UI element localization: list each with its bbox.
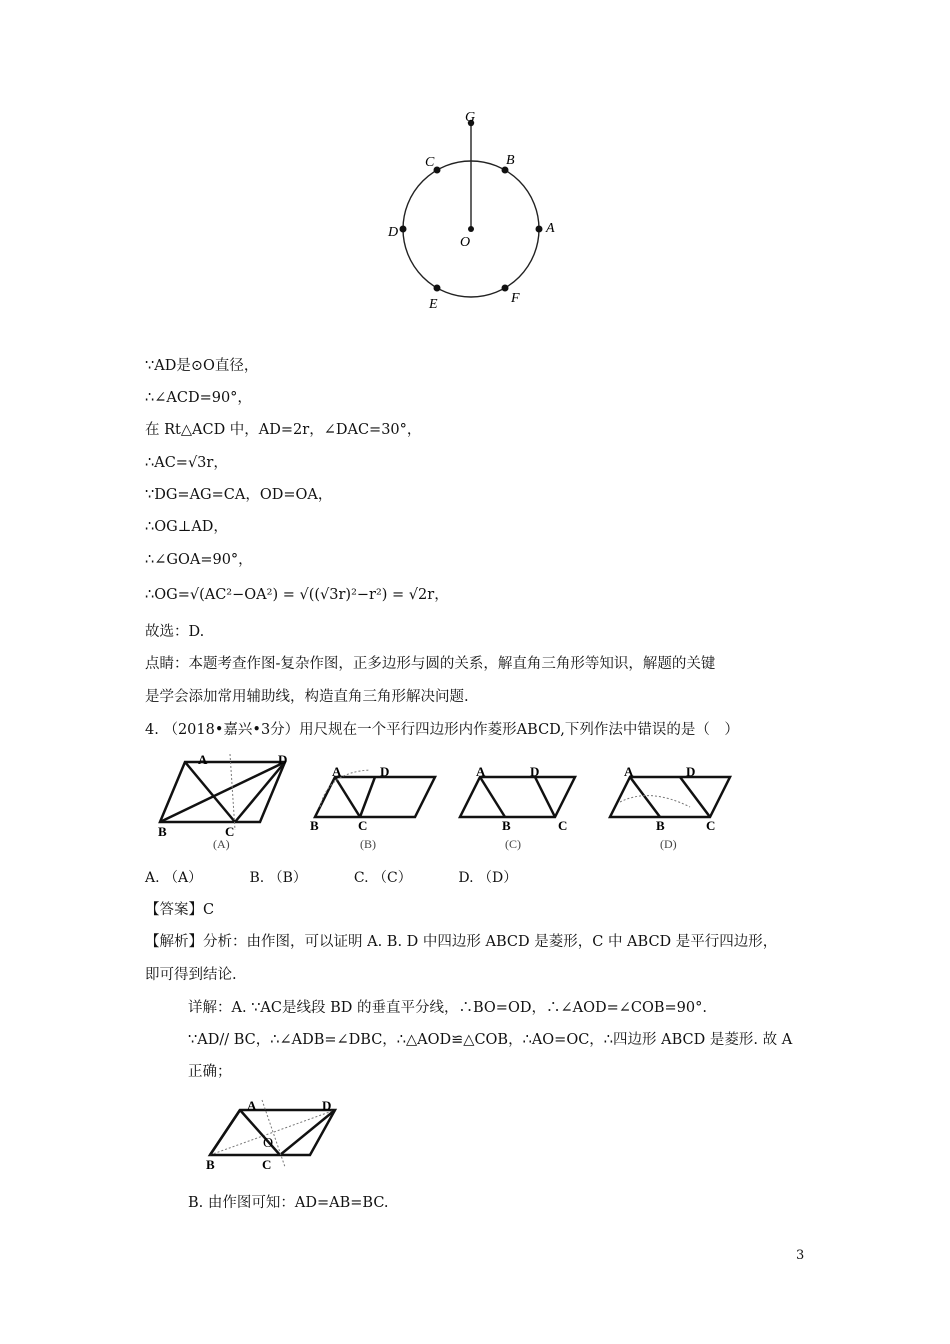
point-label-g: G bbox=[465, 110, 476, 125]
point-label-e: E bbox=[429, 297, 438, 312]
fig-a-label-a: A bbox=[198, 752, 208, 767]
text-line-4: ∴AC=√3r， bbox=[145, 455, 228, 471]
fig-d-label-c: C bbox=[706, 818, 716, 833]
fig-a-caption: (A) bbox=[213, 837, 230, 851]
figure-c bbox=[460, 764, 575, 851]
text-line-2: ∴∠ACD=90°， bbox=[145, 390, 252, 406]
fig-a-label-d: D bbox=[278, 752, 288, 767]
point-label-f: F bbox=[511, 291, 520, 306]
analysis-line-1: 【解析】分析：由作图，可以证明 A. B. D 中四边形 ABCD 是菱形，C 中 ABCD 是平行四边形， bbox=[145, 934, 778, 950]
fig-b-label-d: D bbox=[380, 764, 390, 779]
options-row bbox=[145, 867, 558, 887]
point-label-d: D bbox=[388, 225, 399, 240]
text-line-6: ∴OG⊥AD， bbox=[145, 519, 228, 535]
point-label-o: O bbox=[460, 235, 471, 250]
text-line-11: 是学会添加常用辅助线，构造直角三角形解决问题. bbox=[145, 689, 469, 705]
fig-a-label-b: B bbox=[158, 824, 167, 839]
fig-c-label-a: A bbox=[476, 764, 486, 779]
fig-b-caption: (B) bbox=[360, 837, 376, 851]
text-line-8: ∴OG=√(AC²−OA²) = √((√3r)²−r²) = √2r， bbox=[145, 587, 449, 603]
text-line-10: 点睛：本题考查作图-复杂作图，正多边形与圆的关系，解直角三角形等知识，解题的关键 bbox=[145, 656, 716, 672]
answer-line: 【答案】C bbox=[145, 902, 215, 918]
text-line-9: 故选：D. bbox=[145, 624, 205, 640]
fig-c-label-d: D bbox=[530, 764, 540, 779]
fig-d-label-b: B bbox=[656, 818, 665, 833]
small-fig-label-a: A bbox=[247, 1098, 257, 1113]
small-fig-label-b: B bbox=[206, 1157, 215, 1172]
text-line-1: ∵AD是⊙O直径， bbox=[145, 358, 259, 374]
fig-b-label-b: B bbox=[310, 818, 319, 833]
analysis-line-3: 详解：A. ∵AC是线段 BD 的垂直平分线，∴BO=OD，∴∠AOD=∠COB=90°. bbox=[188, 1000, 707, 1016]
point-label-a: A bbox=[546, 221, 555, 236]
fig-b-label-a: A bbox=[332, 764, 342, 779]
point-label-b: B bbox=[506, 153, 515, 168]
small-fig-label-o: O bbox=[263, 1136, 274, 1151]
question-4: 4. （2018•嘉兴•3分）用尺规在一个平行四边形内作菱形ABCD,下列作法中错误的是（ ） bbox=[145, 722, 739, 738]
small-fig-label-c: C bbox=[262, 1157, 272, 1172]
option-d[interactable]: D. （D） bbox=[458, 870, 518, 886]
point-label-c: C bbox=[425, 155, 435, 170]
fig-a-label-c: C bbox=[225, 824, 235, 839]
final-line: B. 由作图可知：AD=AB=BC. bbox=[188, 1195, 389, 1211]
option-c[interactable]: C. （C） bbox=[353, 870, 412, 886]
fig-b-label-c: C bbox=[358, 818, 368, 833]
fig-c-label-c: C bbox=[558, 818, 568, 833]
figures-row bbox=[150, 752, 750, 857]
analysis-line-4: ∵AD// BC，∴∠ADB=∠DBC，∴△AOD≌△COB，∴AO=OC，∴四边形 ABCD 是菱形. 故 A bbox=[188, 1032, 793, 1048]
figure-a bbox=[158, 752, 287, 851]
page-number: 3 bbox=[796, 1248, 805, 1263]
figure-d bbox=[610, 764, 730, 851]
analysis-line-2: 即可得到结论. bbox=[145, 967, 237, 983]
fig-d-label-a: A bbox=[624, 764, 634, 779]
analysis-line-5: 正确； bbox=[188, 1064, 232, 1080]
option-a[interactable]: A. （A） bbox=[145, 870, 203, 886]
circle-figure bbox=[385, 108, 565, 313]
small-fig-label-d: D bbox=[322, 1098, 332, 1113]
figure-b bbox=[310, 764, 435, 851]
fig-c-label-b: B bbox=[502, 818, 511, 833]
fig-d-label-d: D bbox=[686, 764, 696, 779]
text-line-7: ∴∠GOA=90°， bbox=[145, 552, 253, 568]
fig-d-caption: (D) bbox=[660, 837, 677, 851]
small-figure bbox=[200, 1095, 350, 1175]
text-line-5: ∵DG=AG=CA，OD=OA， bbox=[145, 487, 333, 503]
option-b[interactable]: B. （B） bbox=[249, 870, 307, 886]
text-line-3: 在 Rt△ACD 中，AD=2r，∠DAC=30°， bbox=[145, 422, 422, 438]
fig-c-caption: (C) bbox=[505, 837, 521, 851]
